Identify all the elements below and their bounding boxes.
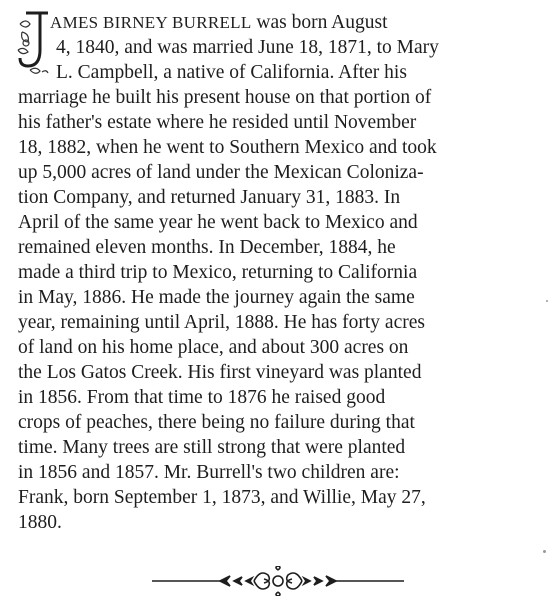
text-line-15: the Los Gatos Creek. His first vineyard was planted	[18, 362, 422, 383]
text-line-11: made a third trip to Mexico, returning to California	[18, 262, 418, 283]
ornamental-initial-j-icon	[16, 10, 50, 76]
text-line-21: 1880.	[18, 512, 62, 533]
text-line-13: year, remaining until April, 1888. He has forty acres	[18, 312, 425, 333]
text-line-14: of land on his home place, and about 300 acres on	[18, 337, 409, 358]
text-line-8: tion Company, and returned January 31, 1883. In	[18, 187, 401, 208]
line1-rest: was born August	[251, 12, 388, 33]
text-line-3: L. Campbell, a native of California. After his	[56, 62, 407, 83]
text-line-10: remained eleven months. In December, 1884, he	[18, 237, 396, 258]
text-line-5: his father's estate where he resided until November	[18, 112, 417, 133]
text-line-18: time. Many trees are still strong that were planted	[18, 437, 406, 458]
text-line-20: Frank, born September 1, 1873, and Willie, May 27,	[18, 487, 426, 508]
text-line-7: up 5,000 acres of land under the Mexican Coloniza-	[18, 162, 424, 183]
paper-speck	[546, 300, 548, 302]
text-line-1	[50, 12, 388, 34]
text-line-4: marriage he built his present house on that portion of	[18, 87, 432, 108]
floral-divider-icon	[150, 566, 406, 596]
paper-speck	[543, 550, 546, 553]
text-line-16: in 1856. From that time to 1876 he raised good	[18, 387, 386, 408]
text-line-19: in 1856 and 1857. Mr. Burrell's two children are:	[18, 462, 400, 483]
name-caps: AMES BIRNEY BURRELL	[50, 13, 252, 32]
text-line-6: 18, 1882, when he went to Southern Mexico and took	[18, 137, 437, 158]
text-line-17: crops of peaches, there being no failure during that	[18, 412, 415, 433]
text-line-2: 4, 1840, and was married June 18, 1871, to Mary	[56, 37, 439, 58]
text-line-12: in May, 1886. He made the journey again the same	[18, 287, 415, 308]
text-line-9: April of the same year he went back to Mexico and	[18, 212, 418, 233]
